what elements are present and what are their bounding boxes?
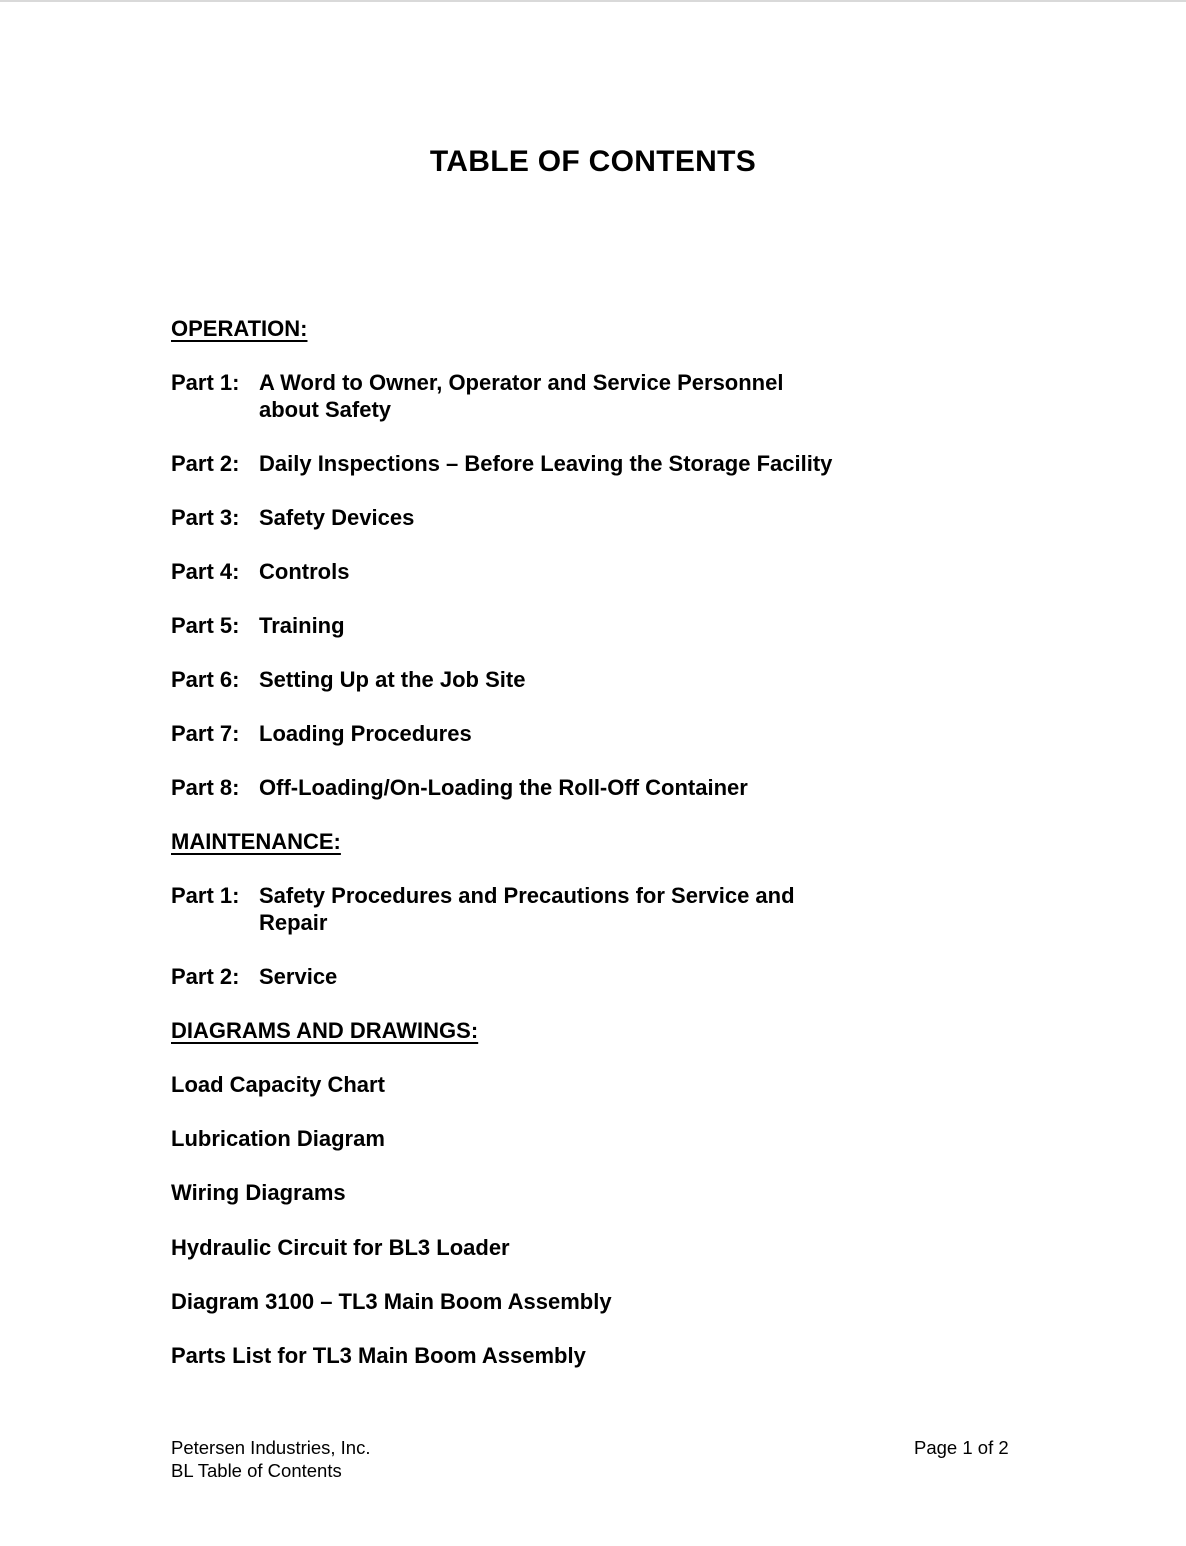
part-number: Part 1:: [171, 370, 240, 395]
part-number: Part 7:: [171, 721, 240, 746]
part-title: Training: [259, 613, 345, 638]
part-title: Off-Loading/On-Loading the Roll-Off Container: [259, 775, 748, 800]
toc-entry-operation-part-8[interactable]: [171, 774, 879, 801]
section-heading-diagrams: DIAGRAMS AND DRAWINGS:: [171, 1018, 479, 1043]
entry-title: Hydraulic Circuit for BL3 Loader: [171, 1235, 510, 1260]
section-heading-operation: OPERATION:: [171, 316, 308, 341]
part-title: Daily Inspections – Before Leaving the Storage Facility: [259, 451, 833, 476]
section-heading-maintenance: MAINTENANCE:: [171, 829, 341, 854]
entry-title: Load Capacity Chart: [171, 1072, 385, 1097]
part-number: Part 3:: [171, 505, 240, 530]
entry-title: Lubrication Diagram: [171, 1126, 385, 1151]
toc-entry-operation-part-5[interactable]: [171, 612, 879, 639]
toc-entry-lubrication-diagram[interactable]: [171, 1125, 931, 1152]
part-number: Part 5:: [171, 613, 240, 638]
part-title: Safety Procedures and Precautions for Service and Repair: [259, 883, 795, 935]
toc-entry-wiring-diagrams[interactable]: [171, 1179, 931, 1206]
entry-title: Diagram 3100 – TL3 Main Boom Assembly: [171, 1289, 612, 1314]
toc-entry-operation-part-4[interactable]: [171, 558, 879, 585]
part-title: Safety Devices: [259, 505, 415, 530]
toc-entry-maintenance-part-1[interactable]: [171, 882, 799, 936]
part-number: Part 6:: [171, 667, 240, 692]
toc-entry-operation-part-6[interactable]: [171, 666, 879, 693]
part-number: Part 1:: [171, 883, 240, 908]
toc-entry-operation-part-3[interactable]: [171, 504, 879, 531]
part-title: A Word to Owner, Operator and Service Personnel about Safety: [259, 370, 784, 422]
part-title: Service: [259, 964, 338, 989]
toc-entry-diagram-3100[interactable]: [171, 1288, 931, 1315]
footer-left: [171, 1436, 371, 1482]
toc-entry-operation-part-7[interactable]: [171, 720, 879, 747]
footer-document-name: BL Table of Contents: [171, 1460, 342, 1481]
toc-entry-load-capacity-chart[interactable]: [171, 1071, 931, 1098]
part-title: Setting Up at the Job Site: [259, 667, 526, 692]
page-top-rule: [0, 0, 1186, 2]
footer-page-number: Page 1 of 2: [914, 1437, 1009, 1458]
entry-title: Wiring Diagrams: [171, 1180, 346, 1205]
part-number: Part 2:: [171, 964, 240, 989]
toc-entry-parts-list[interactable]: [171, 1342, 931, 1369]
part-number: Part 8:: [171, 775, 240, 800]
toc-entry-maintenance-part-2[interactable]: [171, 963, 879, 990]
toc-entry-hydraulic-circuit[interactable]: [171, 1234, 931, 1261]
footer-company: Petersen Industries, Inc.: [171, 1437, 371, 1458]
toc-entry-operation-part-2[interactable]: [171, 450, 879, 477]
part-number: Part 2:: [171, 451, 240, 476]
toc-entry-operation-part-1[interactable]: [171, 369, 839, 423]
entry-title: Parts List for TL3 Main Boom Assembly: [171, 1343, 586, 1368]
part-title: Controls: [259, 559, 350, 584]
page-title: TABLE OF CONTENTS: [429, 145, 757, 178]
part-number: Part 4:: [171, 559, 240, 584]
part-title: Loading Procedures: [259, 721, 472, 746]
